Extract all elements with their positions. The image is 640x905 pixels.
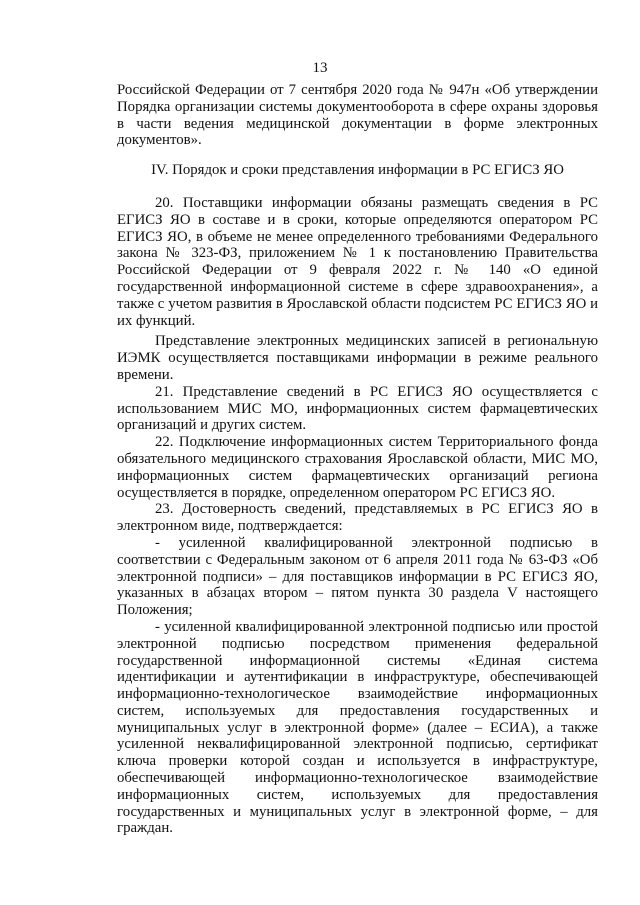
paragraph-21: 21. Представление сведений в РС ЕГИСЗ ЯО осуществляется с использованием МИС МО, информационных систем фармацевтических организаций и других систем.: [117, 383, 598, 434]
section-heading: IV. Порядок и сроки представления информации в РС ЕГИСЗ ЯО: [151, 162, 564, 179]
list-item-qualified-signature: - усиленной квалифицированной электронной подписью в соответствии с Федеральным законом от 6 апреля 2011 года № 63-ФЗ «Об электронной подписи» – для поставщиков информации в РС ЕГИСЗ ЯО, указанных в абзацах втором – пятом пункта 30 раздела V настоящего Положения;: [117, 534, 598, 619]
list-item-esia-signature: - усиленной квалифицированной электронной подписью или простой электронной подписью посредством применения федеральной государственной информационной системы «Единая система идентификации и аутентификации в инфраструктуре, обеспечивающей информационно-технологическое взаимодействие информационных систем, используемых для предоставления государственных и муниципальных услуг в электронной форме» (далее – ЕСИА), а также усиленной неквалифицированной электронной подписью, сертификат ключа проверки которой создан и используется в инфраструктуре, обеспечивающей информационно-технологическое взаимодействие информационных систем, используемых для предоставления государственных и муниципальных услуг в электронной форме, – для граждан.: [117, 618, 598, 837]
paragraph-23: 23. Достоверность сведений, представляемых в РС ЕГИСЗ ЯО в электронном виде, подтверждается:: [117, 501, 598, 535]
paragraph-20: 20. Поставщики информации обязаны размещать сведения в РС ЕГИСЗ ЯО в составе и в сроки, которые определяются оператором РС ЕГИСЗ ЯО, в объеме не менее определенного требованиями Федерального закона № 323-ФЗ, приложением № 1 к постановлению Правительства Российской Федерации от 9 февраля 2022 г. № 140 «О единой государственной информационной системе в сфере здравоохранения», а также с учетом развития в Ярославской области подсистем РС ЕГИСЗ ЯО и их функций.: [117, 194, 598, 329]
paragraph-iemk: Представление электронных медицинских записей в региональную ИЭМК осуществляется поставщиками информации в режиме реального времени.: [117, 333, 598, 383]
paragraph-continuation: Российской Федерации от 7 сентября 2020 года № 947н «Об утверждении Порядка организации системы документооборота в сфере охраны здоровья в части ведения медицинской документации в форме электронных документов».: [117, 82, 598, 149]
paragraph-22: 22. Подключение информационных систем Территориального фонда обязательного медицинского страхования Ярославской области, МИС МО, информационных систем фармацевтических организаций региона осуществляется в порядке, определенном оператором РС ЕГИСЗ ЯО.: [117, 434, 598, 501]
document-body: [117, 82, 598, 837]
page-number: 13: [312, 60, 328, 76]
